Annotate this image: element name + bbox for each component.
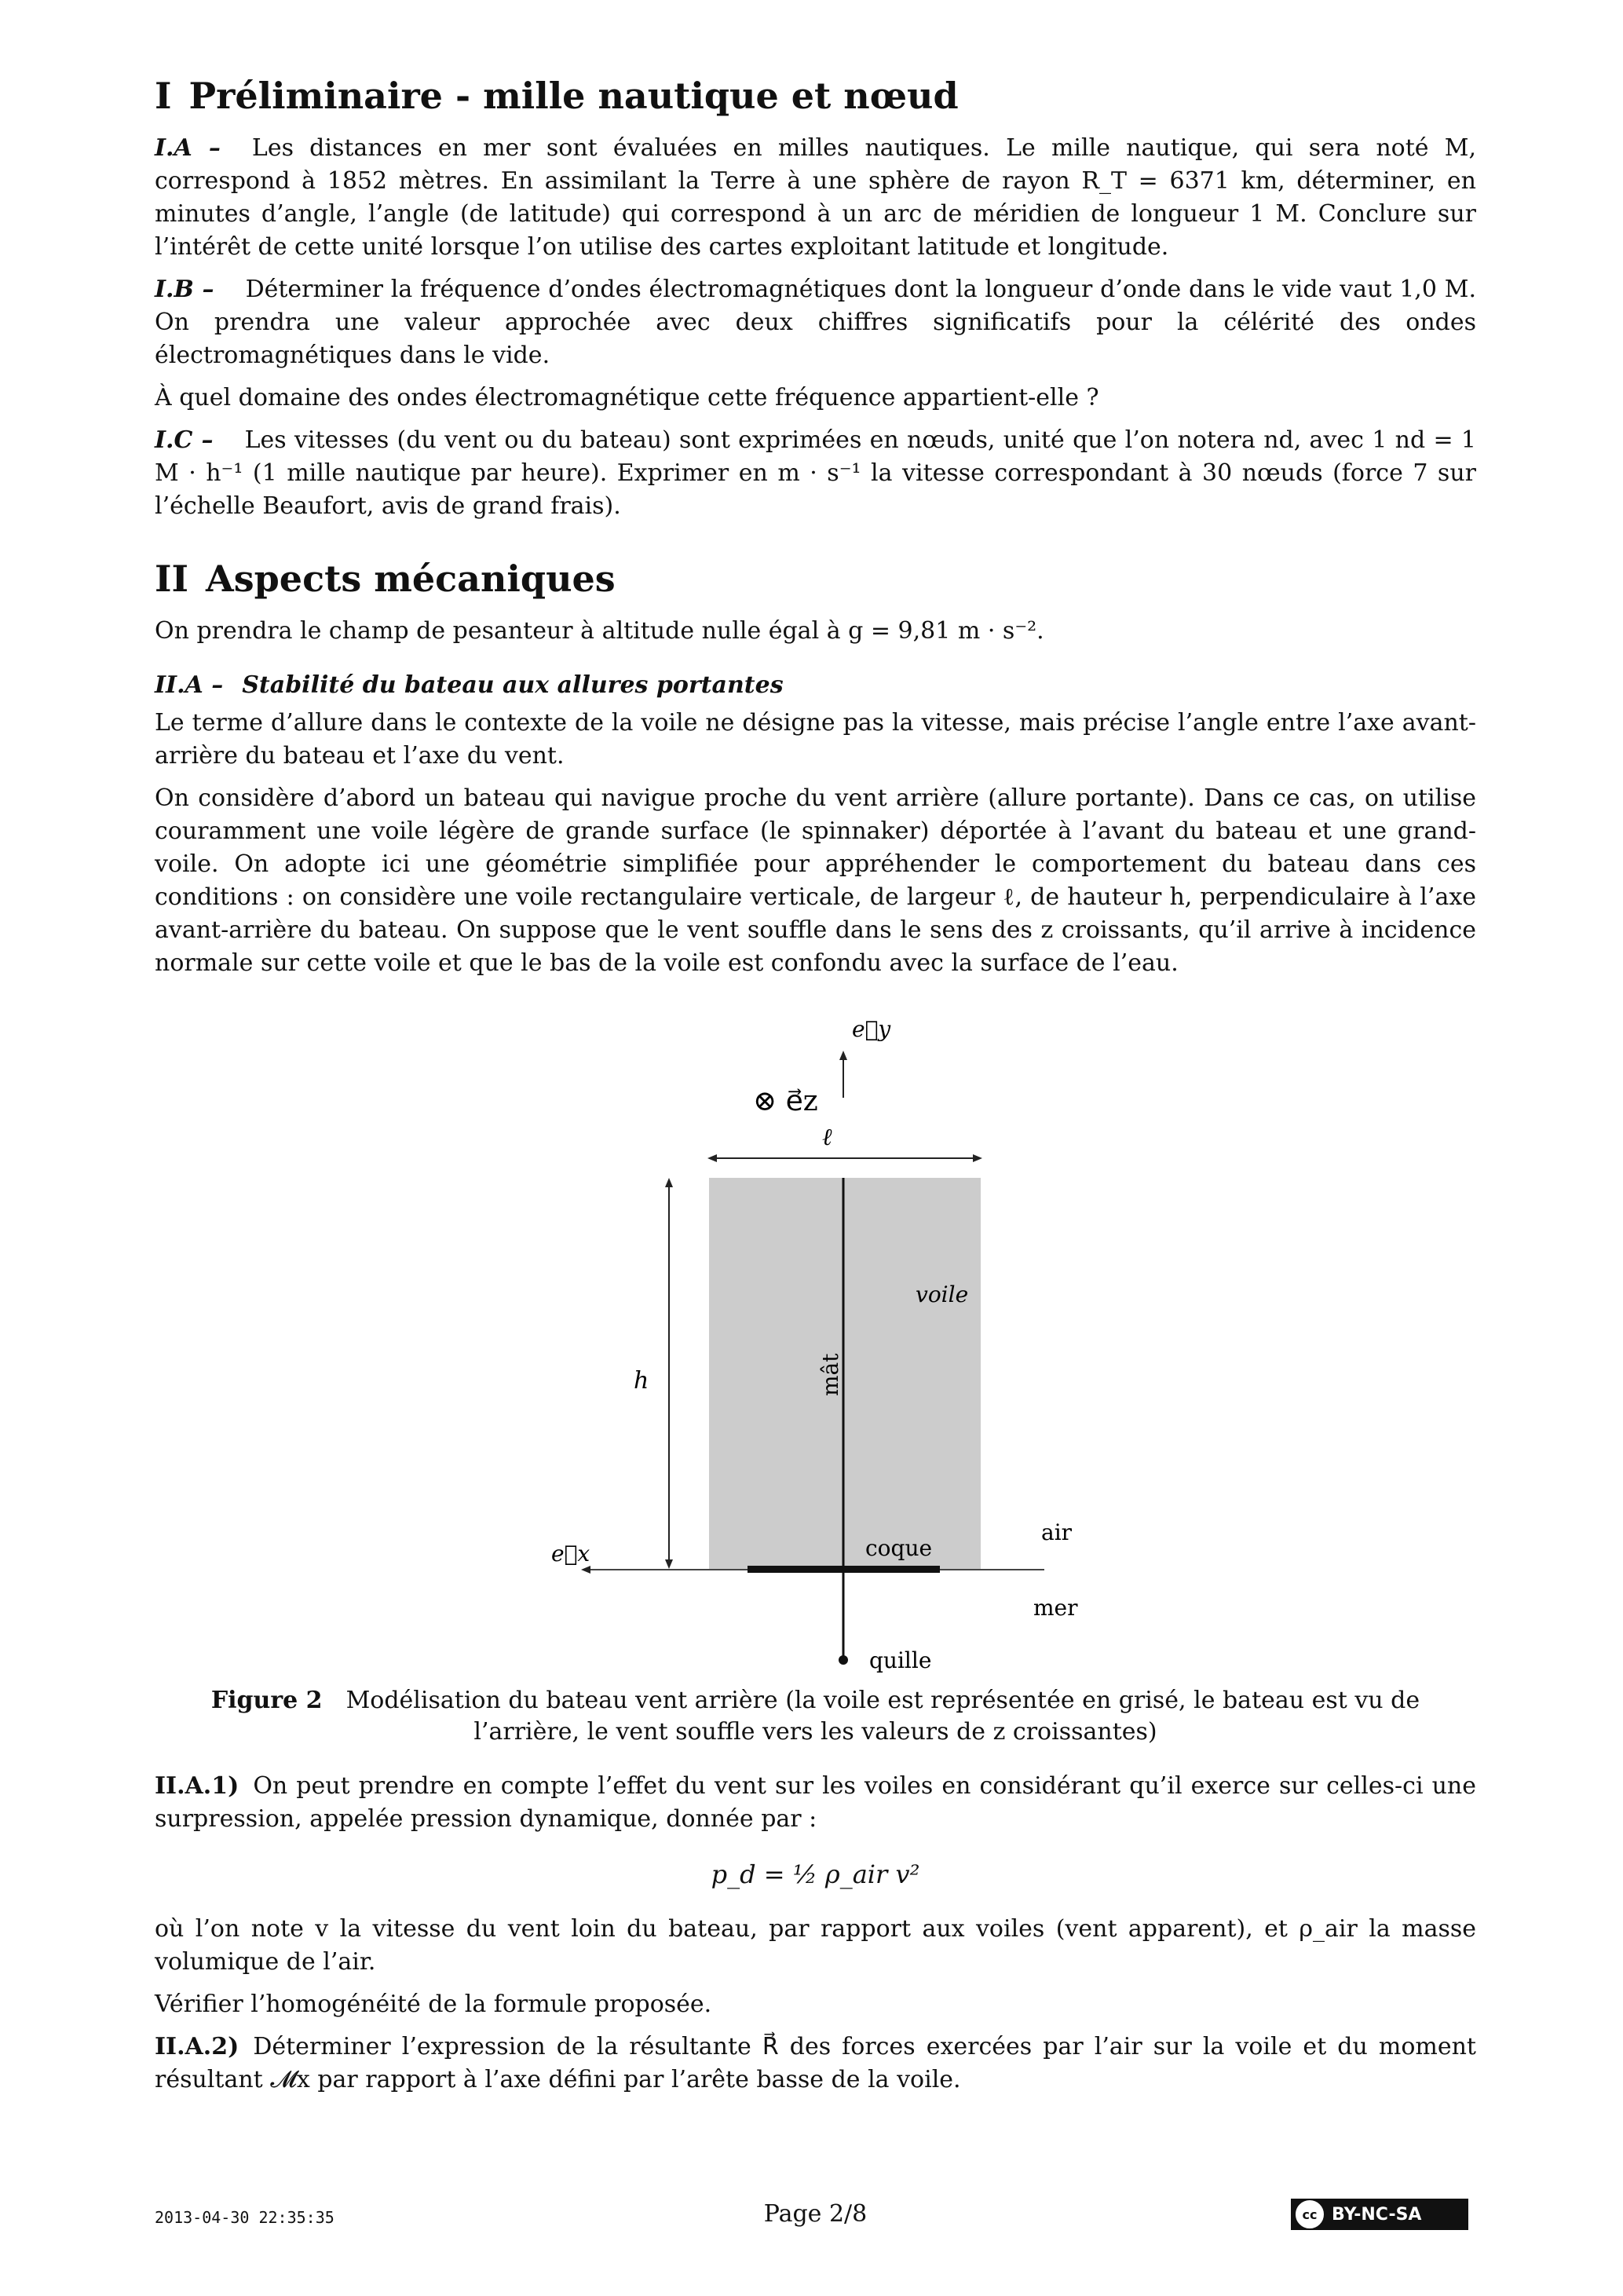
question-IA — [155, 132, 1476, 264]
ex-label: e⃗x — [551, 1541, 590, 1567]
section2-number: II — [155, 558, 189, 601]
question-IIA2-label: II.A.2) — [155, 2033, 239, 2061]
figure-2-caption — [186, 1685, 1445, 1748]
mast-label: mât — [817, 1353, 843, 1397]
license-badge — [1291, 2199, 1468, 2230]
width-label: ℓ — [822, 1124, 832, 1152]
question-IB — [155, 273, 1476, 372]
sail-rect — [709, 1178, 981, 1569]
section1-heading — [155, 75, 1476, 118]
question-IIA2 — [155, 2031, 1476, 2097]
subsection-IIA-paragraph-1: Le terme d’allure dans le contexte de la voile ne désigne pas la vitesse, mais précise l’angle entre l’axe avant-arrière du bateau et l’axe du vent. — [155, 709, 1476, 770]
question-IIA1 — [155, 1770, 1476, 1836]
height-arrow-bottom — [665, 1559, 673, 1569]
question-IIA1-label: II.A.1) — [155, 1772, 239, 1801]
question-IB-text: Déterminer la fréquence d’ondes électromagnétiques dont la longueur d’onde dans le vide vaut 1,0 M. On prendra une valeur approchée avec deux chiffres significatifs pour la célérité des ondes électromagnétiques dans le vide. — [155, 276, 1476, 370]
question-IC-label: I.C – — [155, 426, 214, 455]
question-IIA1-text: On peut prendre en compte l’effet du vent sur les voiles en considérant qu’il exerce sur celles-ci une surpression, appelée pression dynamique, donnée par : — [155, 1772, 1476, 1834]
question-IB-label: I.B – — [155, 276, 214, 304]
license-text: BY-NC-SA — [1332, 2204, 1422, 2225]
section2-heading — [155, 558, 1476, 601]
ex-arrowhead — [581, 1566, 590, 1574]
ez-label: ⊗ e⃗z — [753, 1085, 818, 1118]
page-footer — [155, 2199, 1476, 2238]
ey-label: e⃗y — [852, 1016, 891, 1043]
sail-label: voile — [916, 1281, 969, 1308]
question-IIA2-text: Déterminer l’expression de la résultante R⃗ des forces exercées par l’air sur la voile et du moment résultant 𝓜x par rapport à l’axe défini par l’arête basse de la voile. — [155, 2033, 1476, 2094]
air-label: air — [1041, 1519, 1073, 1546]
question-IC-text: Les vitesses (du vent ou du bateau) sont exprimées en nœuds, unité que l’on notera nd, avec 1 nd = 1 M · h⁻¹ (1 mille nautique par heure). Exprimer en m · s⁻¹ la vitesse correspondant à 30 nœuds (force 7 sur l’échelle Beaufort, avis de grand frais). — [155, 426, 1476, 521]
footer-date: 2013-04-30 22:35:35 — [155, 2208, 334, 2227]
question-IA-label: I.A – — [155, 134, 221, 163]
question-IA-text: Les distances en mer sont évaluées en milles nautiques. Le mille nautique, qui sera noté M, correspond à 1852 mètres. En assimilant la Terre à une sphère de rayon R_T = 6371 km, déterminer, en minutes d’angle, l’angle (de latitude) qui correspond à un arc de méridien de longueur 1 M. Conclure sur l’intérêt de cette unité lorsque l’on utilise des cartes exploitant latitude et longitude. — [155, 134, 1476, 261]
subsection-IIA-heading — [155, 671, 1476, 699]
cc-icon: cc — [1294, 2199, 1325, 2230]
section2-title: Aspects mécaniques — [206, 558, 616, 601]
width-arrow-left — [707, 1154, 717, 1162]
caption-text: Modélisation du bateau vent arrière (la voile est représentée en grisé, le bateau est vu de l’arrière, le vent souffle vers les valeurs de z croissantes) — [345, 1687, 1420, 1746]
keel-dot — [839, 1655, 848, 1665]
page-number: Page 2/8 — [763, 2200, 868, 2228]
height-label: h — [634, 1367, 649, 1395]
section1-number: I — [155, 75, 172, 117]
caption-label: Figure 2 — [210, 1687, 323, 1715]
section1-title: Préliminaire - mille nautique et nœud — [188, 75, 959, 117]
dynamic-pressure-formula: p_d = ½ ρ_air v² — [711, 1859, 920, 1890]
figure-2 — [155, 996, 1476, 1679]
ey-arrowhead — [839, 1051, 847, 1060]
question-IIA1-check: Vérifier l’homogénéité de la formule proposée. — [155, 1991, 712, 2019]
question-IIA1-after: où l’on note v la vitesse du vent loin du bateau, par rapport aux voiles (vent apparent), et ρ_air la masse volumique de l’air. — [155, 1915, 1476, 1976]
subsection-IIA-paragraph-2: On considère d’abord un bateau qui navigue proche du vent arrière (allure portante). Dans ce cas, on utilise couramment une voile légère de grande surface (le spinnaker) déportée à l’avant du bateau et une grand-voile. On adopte ici une géométrie simplifiée pour appréhender le comportement du bateau dans ces conditions : on considère une voile rectangulaire verticale, de largeur ℓ, de hauteur h, perpendiculaire à l’axe avant-arrière du bateau. On suppose que le vent souffle dans le sens des z croissants, qu’il arrive à incidence normale sur cette voile et que le bas de la voile est confondu avec la surface de l’eau. — [155, 784, 1476, 978]
hull-label: coque — [865, 1535, 933, 1562]
subsection-IIA-title: Stabilité du bateau aux allures portantes — [242, 671, 784, 700]
sea-label: mer — [1033, 1595, 1078, 1621]
question-IB-followup: À quel domaine des ondes électromagnétique cette fréquence appartient-elle ? — [155, 384, 1099, 412]
subsection-IIA-label: II.A – — [155, 671, 224, 700]
boat-diagram — [155, 996, 1476, 1679]
height-arrow-top — [665, 1178, 673, 1187]
section2-intro: On prendra le champ de pesanteur à altitude nulle égal à g = 9,81 m · s⁻². — [155, 617, 1044, 645]
hull-rect — [748, 1566, 940, 1573]
keel-label: quille — [869, 1647, 932, 1674]
width-arrow-right — [973, 1154, 982, 1162]
question-IC — [155, 424, 1476, 523]
page — [155, 75, 1476, 2106]
